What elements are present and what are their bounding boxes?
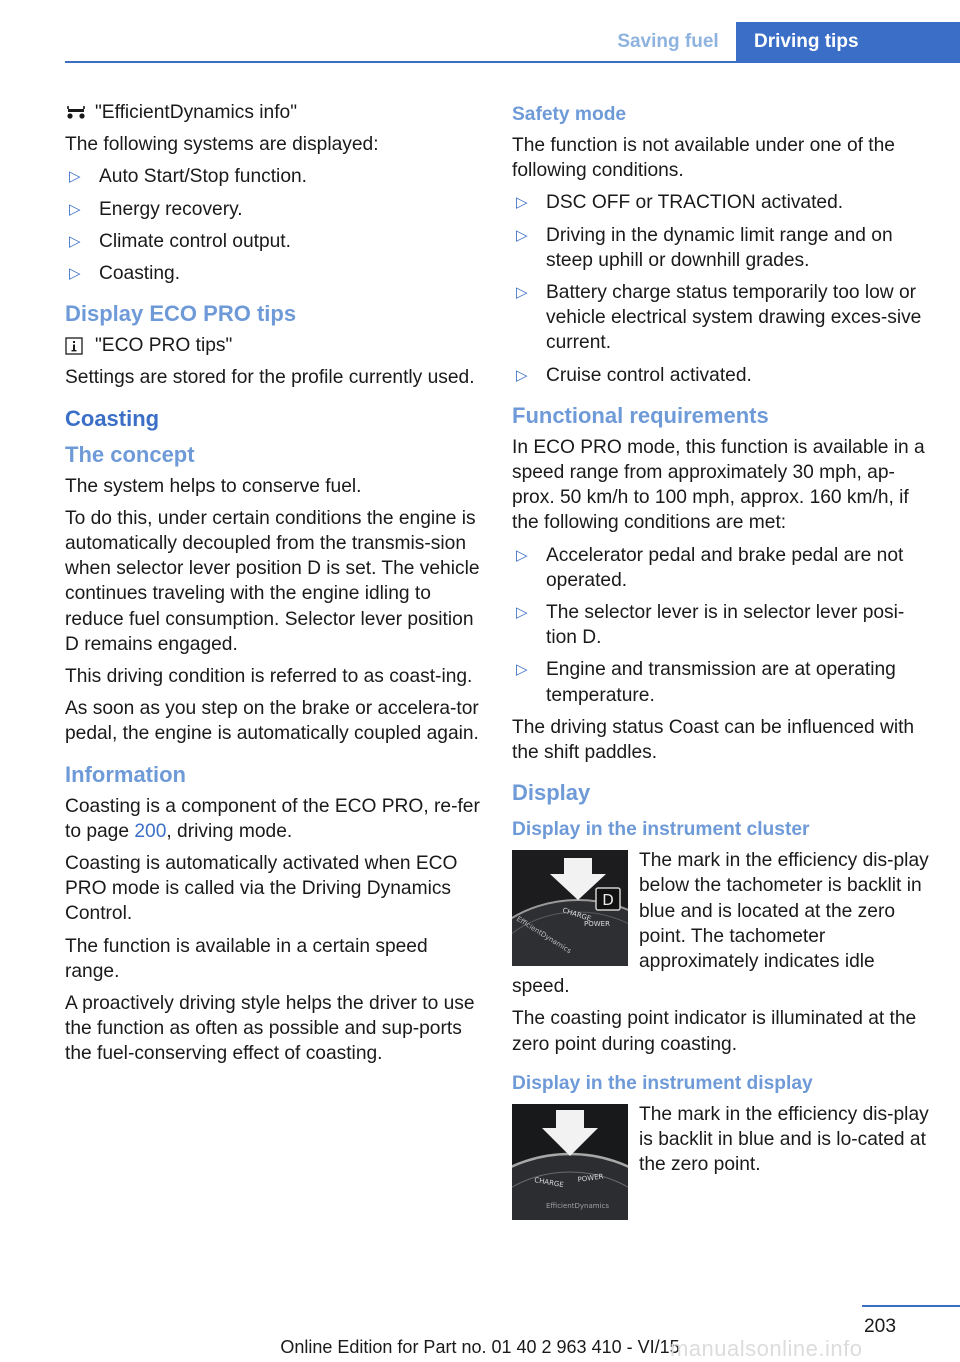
- concept-p4: As soon as you step on the brake or accelera-tor pedal, the engine is automatically coupled again.: [65, 698, 479, 745]
- concept-p2: To do this, under certain conditions the engine is automatically decoupled from the transmis-sion when selector lever position D is set. The vehicle continues traveling with the engine idling to reduce fuel consumption. Selector lever position D remains engaged.: [65, 507, 480, 655]
- left-column: [65, 100, 480, 1074]
- cluster-block: [512, 848, 932, 1006]
- display-heading: Display: [512, 780, 591, 806]
- header-rule: [65, 61, 960, 63]
- functional-heading: Functional requirements: [512, 402, 769, 428]
- info-i-icon: [65, 337, 95, 355]
- svg-text:EfficientDynamics: EfficientDynamics: [546, 1201, 609, 1210]
- shift-paddles-text: The driving status Coast can be influenced with the shift paddles.: [512, 716, 915, 764]
- coasting-heading: Coasting: [65, 405, 160, 431]
- list-item: ▷ The selector lever is in selector lever posi-tion D.: [512, 600, 932, 650]
- functional-intro: In ECO PRO mode, this function is available in a speed range from approximately 30 mph, ap-prox. 50 km/h to 100 mph, approx. 160 km/h, if the following conditions are met:: [512, 436, 925, 534]
- page-number: 203: [863, 1316, 896, 1337]
- concept-heading: The concept: [65, 441, 195, 467]
- list-item: ▷ Driving in the dynamic limit range and on steep uphill or downhill grades.: [512, 223, 932, 273]
- svg-text:EfficientDynamics: EfficientDynamics: [514, 915, 573, 956]
- concept-p3: This driving condition is referred to as coast-ing.: [65, 666, 473, 688]
- svg-text:CHARGE: CHARGE: [533, 1175, 565, 1190]
- triangle-right-icon: ▷: [69, 265, 81, 283]
- concept-p1: The system helps to conserve fuel.: [65, 475, 362, 497]
- car-lift-icon: [65, 104, 95, 122]
- list-item: ▷ Battery charge status temporarily too low or vehicle electrical system drawing exces-sive current.: [512, 280, 932, 356]
- triangle-right-icon: ▷: [516, 604, 528, 622]
- coasting-point-text: The coasting point indicator is illuminated at the zero point during coasting.: [512, 1008, 917, 1055]
- efficiency-display-cluster-image: [512, 850, 628, 966]
- eco-tips-line: [65, 333, 480, 358]
- svg-text:POWER: POWER: [577, 1172, 604, 1184]
- watermark: manualsonline.info: [670, 1336, 863, 1361]
- header-tab-saving-fuel[interactable]: Saving fuel: [617, 31, 719, 52]
- settings-stored: Settings are stored for the profile currently used.: [65, 367, 475, 389]
- right-column: [512, 100, 932, 1220]
- triangle-right-icon: ▷: [516, 546, 528, 564]
- header-tab-driving-tips[interactable]: Driving tips: [736, 22, 960, 62]
- safety-heading: Safety mode: [512, 104, 627, 125]
- edition-text: Online Edition for Part no. 01 40 2 963 410 - VI/15: [280, 1337, 680, 1357]
- info-p3: The function is available in a certain speed range.: [65, 935, 428, 982]
- cluster-heading: Display in the instrument cluster: [512, 819, 810, 841]
- triangle-right-icon: ▷: [69, 168, 81, 186]
- systems-intro: The following systems are displayed:: [65, 134, 379, 156]
- svg-text:POWER: POWER: [584, 920, 610, 929]
- svg-text:D: D: [602, 891, 614, 910]
- efficient-info-line: [65, 100, 480, 125]
- instrument-display-heading: Display in the instrument display: [512, 1072, 813, 1094]
- triangle-right-icon: ▷: [69, 200, 81, 218]
- list-item: ▷ Cruise control activated.: [512, 363, 932, 388]
- info-p2: Coasting is automatically activated when ECO PRO mode is called via the Driving Dynamics Control.: [65, 853, 458, 925]
- page-header: [0, 0, 960, 62]
- eco-tips-text: "ECO PRO tips": [95, 335, 233, 357]
- info-p4: A proactively driving style helps the driver to use the function as often as possible and sup-ports the fuel-conserving effect of coasting.: [65, 993, 475, 1065]
- list-item: ▷ Accelerator pedal and brake pedal are not operated.: [512, 543, 932, 593]
- triangle-right-icon: ▷: [69, 232, 81, 250]
- information-heading: Information: [65, 761, 186, 787]
- triangle-right-icon: ▷: [516, 661, 528, 679]
- cluster-text: The mark in the efficiency dis-play below the tachometer is backlit in blue and is located at the zero point. The tachometer approximately indicates idle speed.: [512, 850, 929, 998]
- safety-intro: The function is not available under one of the following conditions.: [512, 135, 895, 182]
- list-item: ▷ Auto Start/Stop function.: [65, 164, 480, 189]
- eco-tips-heading: Display ECO PRO tips: [65, 301, 297, 327]
- triangle-right-icon: ▷: [516, 284, 528, 302]
- instrument-display-block: [512, 1102, 932, 1220]
- page-200-link[interactable]: 200: [134, 820, 167, 842]
- efficient-info-text: "EfficientDynamics info": [95, 102, 298, 123]
- efficiency-display-instrument-image: [512, 1104, 628, 1220]
- instrument-display-text: The mark in the efficiency dis-play is backlit in blue and is lo-cated at the zero point.: [639, 1103, 929, 1176]
- list-item: ▷ Engine and transmission are at operating temperature.: [512, 657, 932, 707]
- info-p1: Coasting is a component of the ECO PRO, re-fer to page 200, driving mode.: [65, 795, 480, 842]
- list-item: ▷ Energy recovery.: [65, 197, 480, 222]
- footer-rule: [862, 1305, 960, 1307]
- list-item: ▷ Coasting.: [65, 261, 480, 286]
- list-item: ▷ DSC OFF or TRACTION activated.: [512, 190, 932, 215]
- svg-text:CHARGE: CHARGE: [561, 906, 593, 924]
- triangle-right-icon: ▷: [516, 194, 528, 212]
- triangle-right-icon: ▷: [516, 366, 528, 384]
- list-item: ▷ Climate control output.: [65, 229, 480, 254]
- triangle-right-icon: ▷: [516, 226, 528, 244]
